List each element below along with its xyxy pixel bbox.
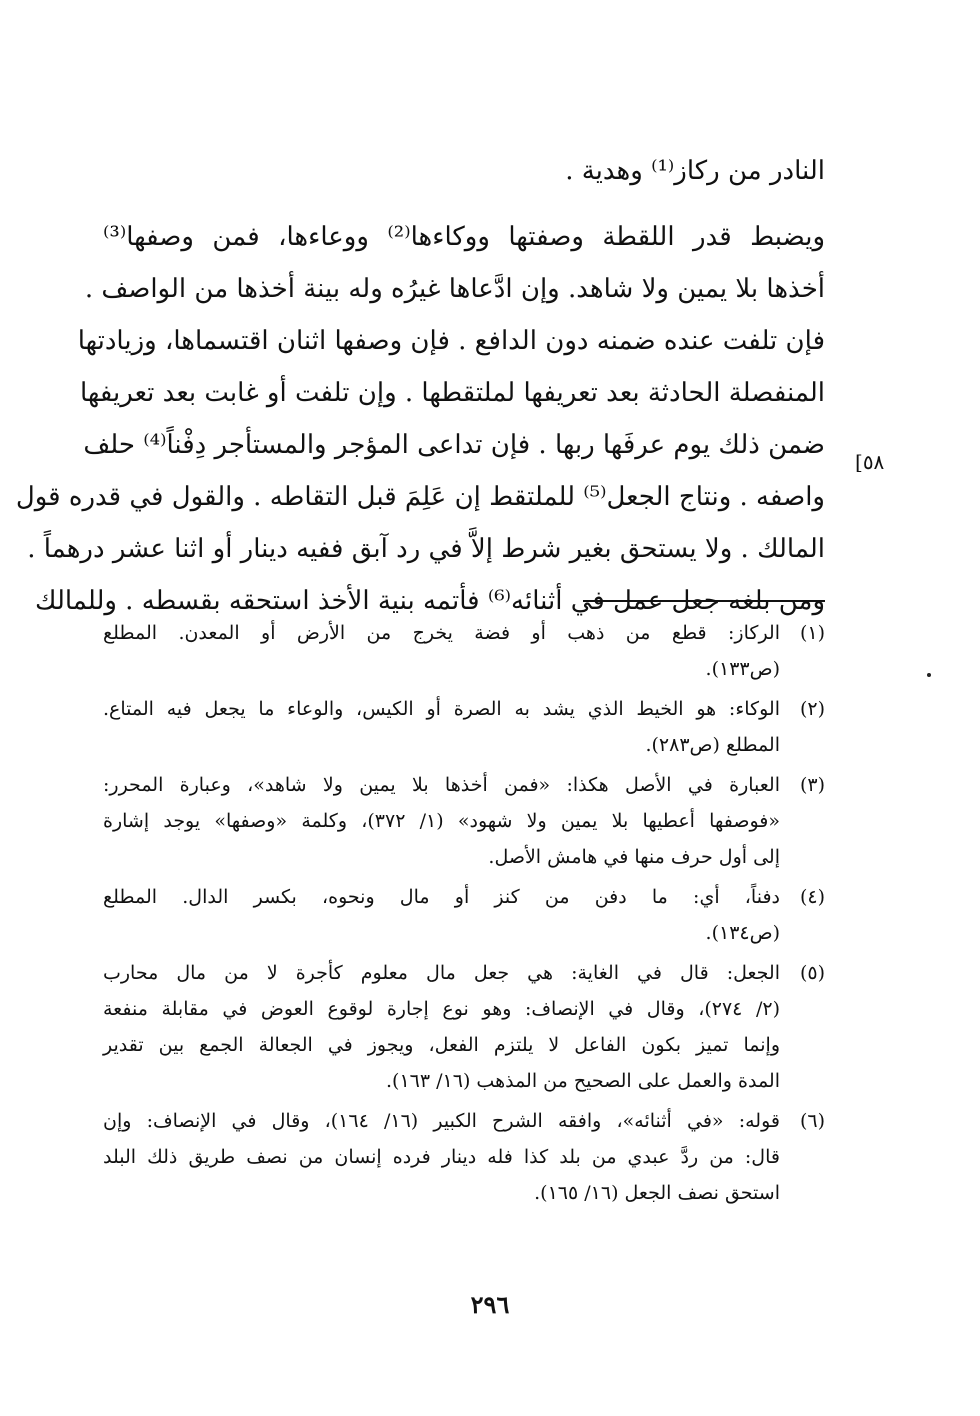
text-line: ومن بلغه جعل عمل في أثنائه⁽⁶⁾ فأتمه بنية الأخذ استحقه بقسطه . وللمالك bbox=[35, 586, 825, 616]
footnote-line: قال: من ردَّ عبدي من بلد كذا فله دينار فرده إنسان من نصف طريق ذلك البلد bbox=[103, 1146, 780, 1168]
main-text bbox=[15, 145, 825, 627]
footnote-line: (ص١٣٣). bbox=[705, 658, 780, 680]
footnote-line: استحق نصف الجعل (١٦/ ١٦٥). bbox=[534, 1182, 780, 1204]
footnote-line: وإنما تميز بكون الفاعل لا يلتزم الفعل، ويجوز في الجعالة الجمع بين تقدير bbox=[103, 1034, 780, 1056]
footnote bbox=[103, 615, 825, 687]
text-line: أخذها بلا يمين ولا شاهد. وإن ادَّعاها غيرُه وله بينة أخذها من الواصف . bbox=[84, 274, 825, 304]
text-line: المنفصلة الحادثة بعد تعريفها لملتقطها . وإن تلفت أو غابت بعد تعريفها bbox=[80, 378, 825, 408]
footnote-line: العبارة في الأصل هكذا: «فمن أخذها بلا يمين ولا شاهد»، وعبارة المحرر: bbox=[103, 774, 780, 796]
print-speck bbox=[927, 673, 931, 677]
footnote-number: (٣) bbox=[799, 774, 825, 796]
footnote-line: الجعل: قال في الغاية: هي جعل مال معلوم كأجرة لا من مال محارب bbox=[103, 962, 780, 984]
footnote-line: إلى أول حرف منها في هامش الأصل. bbox=[488, 846, 780, 868]
footnote bbox=[103, 1103, 825, 1211]
footnote-line: قوله: «في أثنائه»، وافقه الشرح الكبير (١٦/ ١٦٤)، وقال في الإنصاف: وإن bbox=[103, 1110, 780, 1132]
footnote-number: (٢) bbox=[799, 698, 825, 720]
text-line: ويضبط قدر اللقطة وصفتها ووكاءها⁽²⁾ ووعاءها، فمن وصفها⁽³⁾ bbox=[103, 222, 825, 252]
footnote-line: (٢/ ٢٧٤)، وقال في الإنصاف: وهو نوع إجارة لوقوع العوض في مقابلة منفعة bbox=[103, 998, 780, 1020]
text-line: فإن تلفت عنده ضمنه دون الدافع . فإن وصفها اثنان اقتسماها، وزيادتها bbox=[77, 326, 825, 356]
footnote-line: «فوصفها أعطيها بلا يمين ولا شهود» (١/ ٣٧٢)، وكلمة «وصفها» يوجد إشارة bbox=[103, 810, 780, 832]
footnote bbox=[103, 955, 825, 1099]
footnote-number: (٥) bbox=[799, 962, 825, 984]
footnote bbox=[103, 691, 825, 763]
footnote-separator bbox=[583, 600, 825, 602]
footnote-number: (٦) bbox=[799, 1110, 825, 1132]
text-line: النادر من ركاز⁽¹⁾ وهدية . bbox=[565, 156, 825, 186]
footnote-line: (ص١٣٤). bbox=[705, 922, 780, 944]
margin-section-marker: [٥٨ bbox=[855, 450, 885, 474]
footnote bbox=[103, 767, 825, 875]
footnotes bbox=[103, 615, 825, 1215]
footnote-line: المدة والعمل على الصحيح من المذهب (١٦/ ١٦٣). bbox=[386, 1070, 780, 1092]
page-number: ٢٩٦ bbox=[470, 1290, 510, 1319]
text-line: ضمن ذلك يوم عرفَها ربها . فإن تداعى المؤجر والمستأجر دِفْناً⁽⁴⁾ حلف bbox=[83, 430, 825, 460]
footnote-number: (١) bbox=[799, 622, 825, 644]
footnote-line: الركاز: قطع من ذهب أو فضة يخرج من الأرض أو المعدن. المطلع bbox=[103, 622, 780, 644]
footnote-line: المطلع (ص٢٨٣). bbox=[645, 734, 780, 756]
footnote-number: (٤) bbox=[799, 886, 825, 908]
text-line: واصفه . ونتاج الجعل⁽⁵⁾ للملتقط إن عَلِمَ قبل التقاطه . والقول في قدره قول bbox=[15, 482, 825, 512]
footnote-line: دفناً، أي: ما دفن من كنز أو مال ونحوه، بكسر الدال. المطلع bbox=[103, 886, 780, 908]
text-line: المالك . ولا يستحق بغير شرط إلاَّ في رد آبق ففيه دينار أو اثنا عشر درهماً . bbox=[27, 534, 825, 564]
footnote-line: الوكاء: هو الخيط الذي يشد به الصرة أو الكيس، والوعاء ما يجعل فيه المتاع. bbox=[103, 698, 780, 720]
footnote bbox=[103, 879, 825, 951]
